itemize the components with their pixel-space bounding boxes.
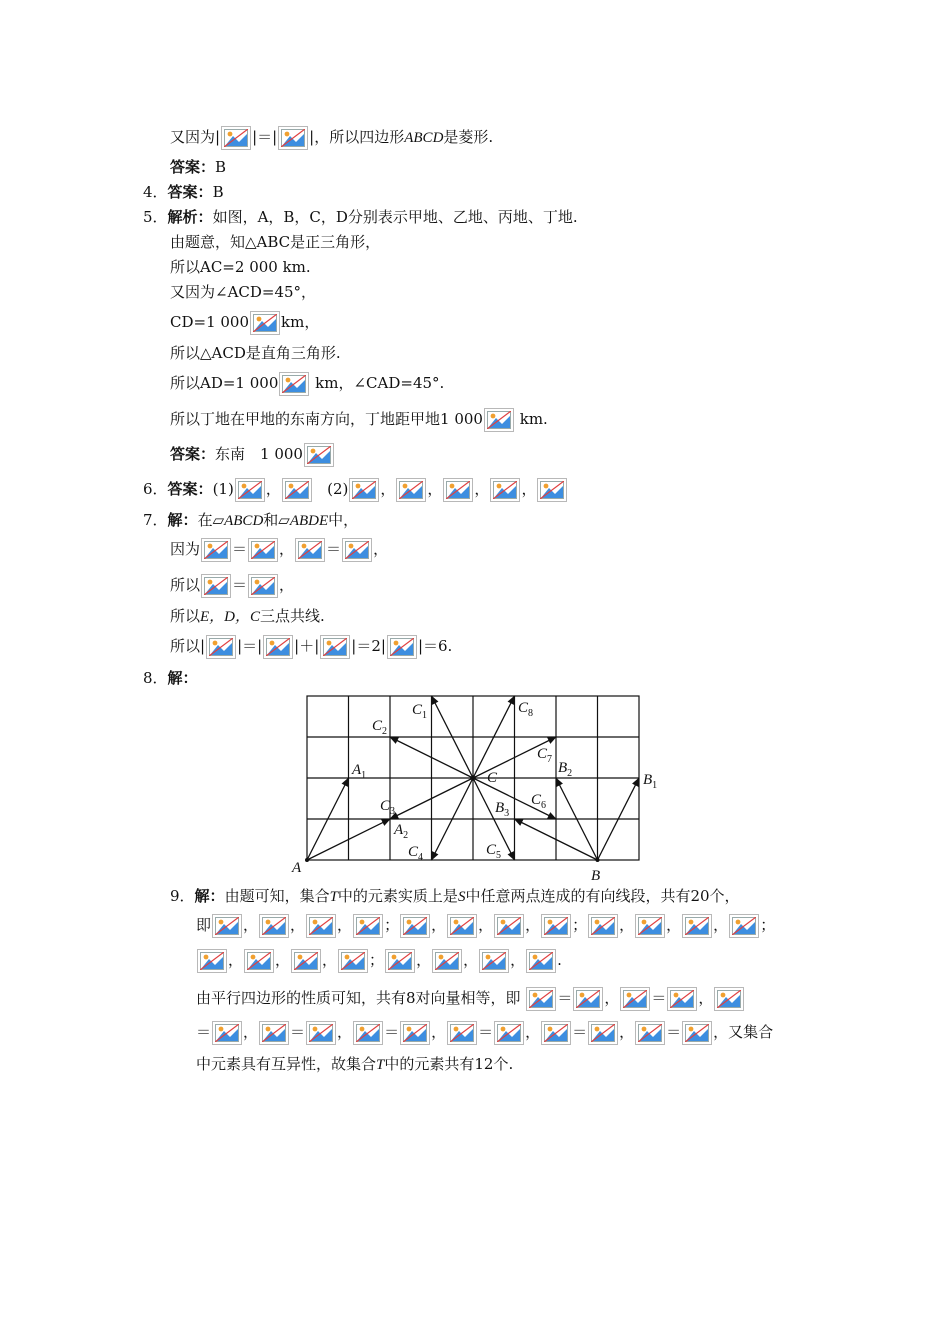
broken-image-icon — [306, 1021, 336, 1045]
broken-image-icon — [573, 987, 603, 1011]
answer: B — [215, 158, 227, 176]
point-C — [471, 776, 476, 781]
text: (1) — [212, 480, 234, 498]
text: ，又集合 — [713, 1023, 774, 1041]
problem-number: 4． — [143, 183, 168, 201]
text: (2) — [327, 480, 349, 498]
image-glyph — [356, 1024, 380, 1042]
text: ， — [431, 1023, 447, 1041]
broken-image-icon — [667, 987, 697, 1011]
label-B1: $B_1$ — [643, 772, 658, 791]
text: 由题可知，集合 — [224, 887, 330, 905]
image-glyph — [497, 917, 521, 935]
text: ， — [373, 540, 389, 558]
text: km. — [519, 410, 548, 428]
text: ， — [478, 916, 494, 934]
image-glyph — [403, 917, 427, 935]
broken-image-icon — [484, 408, 514, 432]
broken-image-icon — [248, 574, 278, 598]
image-glyph — [224, 129, 248, 147]
image-glyph — [352, 481, 376, 499]
image-glyph — [544, 1024, 568, 1042]
text: |＋| — [294, 637, 320, 655]
text: 所以丁地在甲地的东南方向，丁地距甲地1 000 — [170, 410, 483, 428]
answer-label: 答案： — [167, 183, 213, 201]
text: ； — [572, 916, 588, 934]
broken-image-icon — [447, 1021, 477, 1045]
label-C8: $C_8$ — [518, 700, 534, 719]
image-glyph — [262, 917, 286, 935]
image-glyph — [200, 952, 224, 970]
broken-image-icon — [221, 126, 251, 150]
broken-image-icon — [432, 949, 462, 973]
image-glyph — [345, 541, 369, 559]
image-glyph — [298, 541, 322, 559]
text: ＝ — [557, 989, 573, 1007]
text: |＝2| — [351, 637, 386, 655]
text: ， — [463, 951, 479, 969]
text: ＝ — [651, 989, 667, 1007]
broken-image-icon — [714, 987, 744, 1011]
text: 由题意，知△ABC是正三角形， — [170, 233, 381, 251]
broken-image-icon — [212, 914, 242, 938]
text: km，∠CAD=45°. — [315, 374, 445, 392]
image-glyph — [493, 481, 517, 499]
broken-image-icon — [490, 478, 520, 502]
solution-label: 解： — [167, 511, 198, 529]
text: ， — [275, 951, 291, 969]
label-A2: $A_2$ — [394, 822, 409, 841]
answer: B — [212, 183, 224, 201]
broken-image-icon — [385, 949, 415, 973]
text: ， — [619, 916, 635, 934]
broken-image-icon — [282, 478, 312, 502]
broken-image-icon — [248, 538, 278, 562]
label-C3: $C_3$ — [380, 798, 396, 817]
broken-image-icon — [263, 635, 293, 659]
text: 三点共线. — [260, 607, 325, 625]
image-glyph — [388, 952, 412, 970]
label-C1: $C_1$ — [412, 702, 428, 721]
broken-image-icon — [206, 635, 236, 659]
text: . — [557, 951, 562, 969]
text: ABDE — [289, 513, 329, 529]
text: 中的元素共有12个. — [384, 1055, 514, 1073]
text: 中， — [328, 511, 359, 529]
text: |＝| — [252, 128, 278, 146]
broken-image-icon — [349, 478, 379, 502]
image-glyph — [294, 952, 318, 970]
image-glyph — [717, 990, 741, 1008]
text: |，所以四边形 — [309, 128, 405, 146]
vector-grid-diagram — [290, 690, 660, 885]
solution-label: 解： — [167, 669, 198, 687]
broken-image-icon — [320, 635, 350, 659]
label-A1: $A_1$ — [352, 762, 367, 781]
image-glyph — [251, 541, 275, 559]
text: 即 — [196, 916, 212, 934]
text: ， — [666, 916, 682, 934]
image-glyph — [497, 1024, 521, 1042]
text: ； — [384, 916, 400, 934]
text: ， — [713, 916, 729, 934]
image-glyph — [450, 1024, 474, 1042]
broken-image-icon — [682, 1021, 712, 1045]
broken-image-icon — [588, 914, 618, 938]
point-B — [596, 858, 600, 862]
broken-image-icon — [479, 949, 509, 973]
text: 中元素具有互异性，故集合 — [196, 1055, 377, 1073]
broken-image-icon — [387, 635, 417, 659]
image-glyph — [323, 638, 347, 656]
text: 因为 — [170, 540, 201, 558]
image-glyph — [487, 411, 511, 429]
text: ， — [427, 480, 443, 498]
broken-image-icon — [306, 914, 336, 938]
image-glyph — [247, 952, 271, 970]
broken-image-icon — [620, 987, 650, 1011]
text: ＝ — [232, 576, 248, 594]
text: ， — [337, 916, 353, 934]
problem-number: 9． — [170, 887, 195, 905]
answer-label: 答案： — [167, 480, 213, 498]
broken-image-icon — [537, 478, 567, 502]
image-glyph — [403, 1024, 427, 1042]
broken-image-icon — [526, 949, 556, 973]
text: S — [457, 889, 466, 905]
label-A: A — [292, 860, 302, 876]
broken-image-icon — [244, 949, 274, 973]
text: T — [329, 889, 338, 905]
broken-image-icon — [304, 443, 334, 467]
text: 所以AD=1 000 — [170, 374, 279, 392]
broken-image-icon — [259, 914, 289, 938]
image-glyph — [266, 638, 290, 656]
text: ＝ — [478, 1023, 494, 1041]
broken-image-icon — [494, 914, 524, 938]
image-glyph — [732, 917, 756, 935]
label-C6: $C_6$ — [531, 792, 547, 811]
broken-image-icon — [443, 478, 473, 502]
text: ， — [525, 1023, 541, 1041]
text: 又因为| — [170, 128, 221, 146]
text: 所以 — [170, 607, 201, 625]
text: CD=1 000 — [170, 313, 250, 331]
image-glyph — [356, 917, 380, 935]
image-glyph — [281, 129, 305, 147]
text: ， — [279, 576, 295, 594]
image-glyph — [482, 952, 506, 970]
broken-image-icon — [235, 478, 265, 502]
image-glyph — [670, 990, 694, 1008]
image-glyph — [251, 577, 275, 595]
broken-image-icon — [338, 949, 368, 973]
text: 和▱ — [263, 511, 290, 529]
image-glyph — [238, 481, 262, 499]
label-C5: $C_5$ — [486, 842, 502, 861]
broken-image-icon — [201, 574, 231, 598]
text: ABCD — [404, 130, 444, 146]
problem-number: 7． — [143, 511, 168, 529]
image-glyph — [209, 638, 233, 656]
broken-image-icon — [250, 311, 280, 335]
broken-image-icon — [279, 372, 309, 396]
image-glyph — [204, 577, 228, 595]
text: ， — [525, 916, 541, 934]
broken-image-icon — [400, 914, 430, 938]
broken-image-icon — [396, 478, 426, 502]
text: ， — [474, 480, 490, 498]
image-glyph — [435, 952, 459, 970]
text: 由平行四边形的性质可知，共有8对向量相等，即 — [196, 989, 521, 1007]
image-glyph — [529, 952, 553, 970]
text: ， — [337, 1023, 353, 1041]
text: km， — [281, 313, 320, 331]
text: E，D，C — [200, 609, 261, 625]
text: ， — [279, 540, 295, 558]
text: 所以△ACD是直角三角形. — [170, 344, 341, 362]
text: ＝ — [326, 540, 342, 558]
solution-label: 解： — [194, 887, 225, 905]
text: ， — [265, 480, 281, 498]
text: ， — [619, 1023, 635, 1041]
label-C4: $C_4$ — [408, 844, 424, 863]
broken-image-icon — [682, 914, 712, 938]
broken-image-icon — [295, 538, 325, 562]
text: 如图，A，B，C，D分别表示甲地、乙地、丙地、丁地. — [212, 208, 578, 226]
broken-image-icon — [494, 1021, 524, 1045]
text: ， — [228, 951, 244, 969]
image-glyph — [215, 1024, 239, 1042]
image-glyph — [390, 638, 414, 656]
point-A — [305, 858, 309, 862]
label-C2: $C_2$ — [372, 718, 388, 737]
text: ， — [322, 951, 338, 969]
image-glyph — [309, 1024, 333, 1042]
text: 中任意两点连成的有向线段，共有20个， — [465, 887, 740, 905]
broken-image-icon — [353, 914, 383, 938]
image-glyph — [591, 917, 615, 935]
broken-image-icon — [291, 949, 321, 973]
broken-image-icon — [400, 1021, 430, 1045]
image-glyph — [282, 375, 306, 393]
image-glyph — [307, 446, 331, 464]
broken-image-icon — [729, 914, 759, 938]
image-glyph — [576, 990, 600, 1008]
broken-image-icon — [278, 126, 308, 150]
text: ＝ — [666, 1023, 682, 1041]
text: ＝ — [232, 540, 248, 558]
answer-label: 答案： — [170, 158, 216, 176]
text: 在▱ — [197, 511, 225, 529]
text: ＝ — [290, 1023, 306, 1041]
image-glyph — [215, 917, 239, 935]
answer-label: 答案： — [170, 445, 216, 463]
label-B: B — [591, 868, 601, 884]
solution-label: 解析： — [167, 208, 213, 226]
broken-image-icon — [541, 914, 571, 938]
image-glyph — [623, 990, 647, 1008]
image-glyph — [253, 314, 277, 332]
text: ＝ — [572, 1023, 588, 1041]
text: 所以AC=2 000 km. — [170, 258, 311, 276]
text: ， — [243, 1023, 259, 1041]
text: ， — [431, 916, 447, 934]
text: ； — [760, 916, 776, 934]
image-glyph — [638, 1024, 662, 1042]
text: ， — [604, 989, 620, 1007]
image-glyph — [540, 481, 564, 499]
problem-number: 6． — [143, 480, 168, 498]
image-glyph — [309, 917, 333, 935]
text: ， — [416, 951, 432, 969]
text: ， — [510, 951, 526, 969]
image-glyph — [285, 481, 309, 499]
image-glyph — [204, 541, 228, 559]
image-glyph — [544, 917, 568, 935]
broken-image-icon — [635, 914, 665, 938]
text: ； — [369, 951, 385, 969]
label-C7: $C_7$ — [537, 746, 553, 765]
answer: 东南 1 000 — [215, 445, 303, 463]
image-glyph — [262, 1024, 286, 1042]
broken-image-icon — [259, 1021, 289, 1045]
text: |＝6. — [417, 637, 453, 655]
image-glyph — [399, 481, 423, 499]
broken-image-icon — [197, 949, 227, 973]
text: 中的元素实质上是 — [337, 887, 458, 905]
text: ， — [290, 916, 306, 934]
image-glyph — [446, 481, 470, 499]
image-glyph — [638, 917, 662, 935]
broken-image-icon — [201, 538, 231, 562]
image-glyph — [529, 990, 553, 1008]
broken-image-icon — [342, 538, 372, 562]
text: 是菱形. — [443, 128, 494, 146]
image-glyph — [591, 1024, 615, 1042]
broken-image-icon — [212, 1021, 242, 1045]
label-B2: $B_2$ — [558, 760, 573, 779]
problem-number: 8． — [143, 669, 168, 687]
text: |＝| — [237, 637, 263, 655]
broken-image-icon — [635, 1021, 665, 1045]
text: ＝ — [196, 1023, 212, 1041]
broken-image-icon — [588, 1021, 618, 1045]
broken-image-icon — [541, 1021, 571, 1045]
problem-number: 5． — [143, 208, 168, 226]
text: ， — [243, 916, 259, 934]
text: ， — [698, 989, 714, 1007]
label-B3: $B_3$ — [495, 800, 510, 819]
image-glyph — [450, 917, 474, 935]
text: T — [376, 1057, 385, 1073]
image-glyph — [341, 952, 365, 970]
text: ABCD — [224, 513, 264, 529]
image-glyph — [685, 1024, 709, 1042]
text: 所以 — [170, 576, 201, 594]
text: 所以| — [170, 637, 206, 655]
image-glyph — [685, 917, 709, 935]
label-C: C — [487, 770, 498, 786]
broken-image-icon — [353, 1021, 383, 1045]
text: ， — [380, 480, 396, 498]
text: ＝ — [384, 1023, 400, 1041]
text: ， — [521, 480, 537, 498]
broken-image-icon — [526, 987, 556, 1011]
broken-image-icon — [447, 914, 477, 938]
text: 又因为∠ACD=45°， — [170, 283, 317, 301]
